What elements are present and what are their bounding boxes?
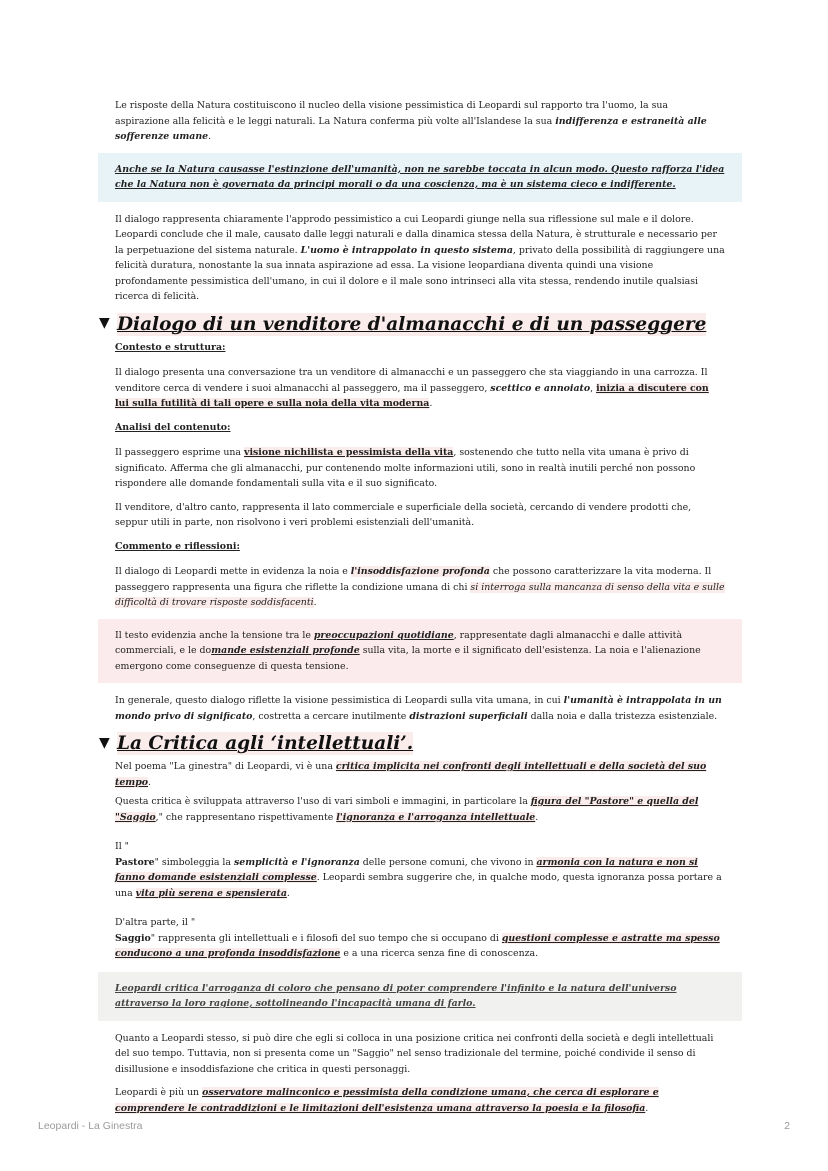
section-heading: La Critica agli ‘intellettuali’. bbox=[117, 733, 414, 754]
paragraph: Il dialogo presenta una conversazione tra un venditore di almanacchi e un passeggero che sta viaggiando in una carrozza. Il venditore cerca di vendere i suoi almanacchi al passeggero, ma il passeggero, scettico e annoiato, inizia a discutere con lui sulla futilità di tali opere e sulla noia della vita moderna. bbox=[115, 367, 709, 409]
subheading-commento: Commento e riflessioni: bbox=[115, 540, 240, 552]
toggle-triangle-icon[interactable]: ▼ bbox=[99, 315, 110, 332]
subheading-contesto: Contesto e struttura: bbox=[115, 341, 226, 353]
subheading-analisi: Analisi del contenuto: bbox=[115, 421, 231, 433]
paragraph: Leopardi è più un osservatore malinconico e pessimista della condizione umana, che cerca di esplorare e comprendere le contraddizioni e le limitazioni dell'esistenza umana attraverso la poesia e la filosofia. bbox=[115, 1087, 659, 1114]
intro-paragraph-1: Le risposte della Natura costituiscono il nucleo della visione pessimistica di Leopardi sul rapporto tra l'uomo, la sua aspirazione alla felicità e le leggi naturali. La Natura conferma più volte all'Islandese la sua indifferenza e estraneità alle sofferenze umane. bbox=[115, 100, 707, 142]
paragraph: Il dialogo di Leopardi mette in evidenza la noia e l'insoddisfazione profonda che possono caratterizzare la vita moderna. Il passeggero rappresenta una figura che riflette la condizione umana di chi si interroga sulla mancanza di senso della vita e sulle difficoltà di trovare risposte soddisfacenti. bbox=[115, 566, 725, 608]
paragraph: Nel poema "La ginestra" di Leopardi, vi è una critica implicita nei confronti degli intellettuali e della società del suo tempo. bbox=[115, 761, 707, 788]
callout-text: Anche se la Natura causasse l'estinzione dell'umanità, non ne sarebbe toccata in alcun modo. Questo rafforza l'idea che la Natura non è governata da principi morali o da una coscienza, ma è un sistema cieco e indifferente. bbox=[115, 163, 725, 190]
page-number: 2 bbox=[784, 1120, 790, 1132]
page-footer bbox=[38, 1120, 790, 1132]
callout-text: Il testo evidenzia anche la tensione tra le preoccupazioni quotidiane, rappresentate dagli almanacchi e dalle attività commerciali, e le domande esistenziali profonde sulla vita, la morte e il significato dell'esistenza. La noia e l'alienazione emergono come conseguenze di questa tensione. bbox=[115, 629, 701, 672]
callout-gray bbox=[98, 972, 742, 1021]
intro-paragraph-2: Il dialogo rappresenta chiaramente l'approdo pessimistico a cui Leopardi giunge nella sua riflessione sul male e il dolore. Leopardi conclude che il male, causato dalle leggi naturali e dalla dinamica stessa della Natura, è strutturale e necessario per la perpetuazione del sistema naturale. L'uomo è intrappolato in questo sistema, privato della possibilità di raggiungere una felicità duratura, nonostante la sua innata aspirazione ad essa. La visione leopardiana diventa quindi una visione profondamente pessimistica dell'umano, in cui il dolore e il male sono intrinseci alla vita stessa, rendendo inutile qualsiasi ricerca di felicità. bbox=[115, 213, 725, 302]
paragraph-saggio: D'altra parte, il " Saggio" rappresenta gli intellettuali e i filosofi del suo tempo che si occupano di questioni complesse e astratte ma spesso conducono a una profonda insoddisfazione e a una ricerca senza fine di conoscenza. bbox=[115, 917, 720, 959]
section-heading: Dialogo di un venditore d'almanacchi e di un passeggere bbox=[117, 313, 707, 335]
document-body bbox=[99, 98, 725, 1124]
callout-blue bbox=[98, 153, 742, 202]
footer-title: Leopardi - La Ginestra bbox=[38, 1120, 143, 1132]
emphasis: indifferenza e estraneità alle sofferenze umane bbox=[115, 115, 707, 142]
callout-pink bbox=[98, 619, 742, 684]
paragraph: Quanto a Leopardi stesso, si può dire che egli si colloca in una posizione critica nei confronti della società e degli intellettuali del suo tempo. Tuttavia, non si presenta come un "Saggio" nel senso tradizionale del termine, poiché condivide il senso di disillusione e insoddisfazione che critica in questi personaggi. bbox=[115, 1032, 714, 1075]
paragraph: Il venditore, d'altro canto, rappresenta il lato commerciale e superficiale della società, cercando di vendere prodotti che, seppur utili in parte, non risolvono i veri problemi esistenziali dell'umanità. bbox=[115, 501, 692, 528]
paragraph: Questa critica è sviluppata attraverso l'uso di vari simboli e immagini, in particolare la figura del "Pastore" e quella del "Saggio," che rappresentano rispettivamente l'ignoranza e l'arroganza intellettuale. bbox=[115, 796, 699, 823]
paragraph: Il passeggero esprime una visione nichilista e pessimista della vita, sostenendo che tutto nella vita umana è privo di significato. Afferma che gli almanacchi, pur contenendo molte informazioni utili, sono in realtà inutili perché non possono rispondere alle domande fondamentali sulla vita e il suo significato. bbox=[115, 447, 696, 489]
toggle-triangle-icon[interactable]: ▼ bbox=[99, 734, 110, 751]
paragraph: In generale, questo dialogo riflette la visione pessimistica di Leopardi sulla vita umana, in cui l'umanità è intrappolata in un mondo privo di significato, costretta a cercare inutilmente distrazioni superficiali dalla noia e dalla tristezza esistenziale. bbox=[115, 695, 722, 722]
toggle-heading-critica[interactable] bbox=[99, 732, 725, 755]
callout-text: Leopardi critica l'arroganza di coloro che pensano di poter comprendere l'infinito e la natura dell'universo attraverso la loro ragione, sottolineando l'incapacità umana di farlo. bbox=[115, 982, 677, 1009]
toggle-heading-dialogo[interactable] bbox=[99, 313, 725, 336]
paragraph-pastore: Il " Pastore" simboleggia la semplicità e l'ignoranza delle persone comuni, che vivono in armonia con la natura e non si fanno domande esistenziali complesse. Leopardi sembra suggerire che, in qualche modo, questa ignoranza possa portare a una vita più serena e spensierata. bbox=[115, 841, 722, 899]
